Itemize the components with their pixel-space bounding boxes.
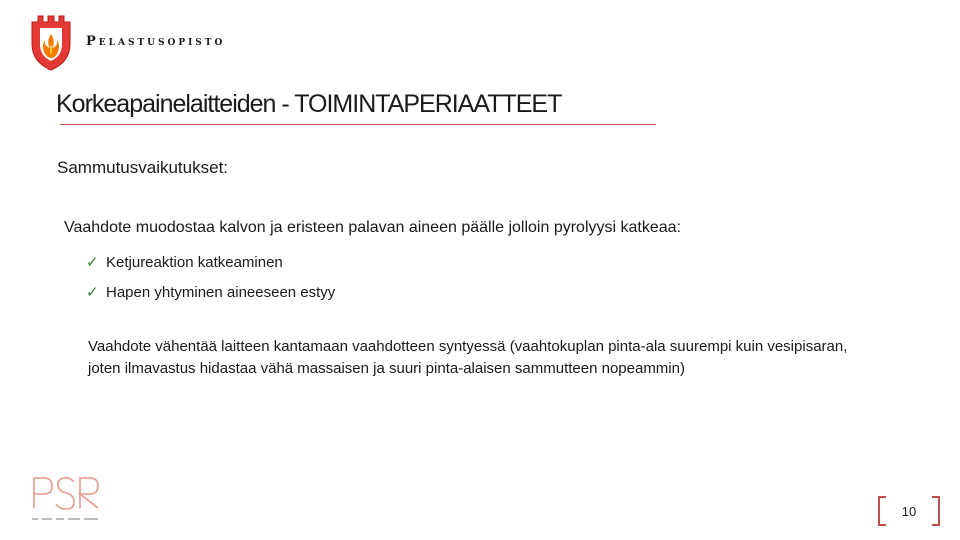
right-bracket: [932, 496, 940, 526]
title-divider: [60, 124, 656, 125]
lead-sentence: Vaahdote muodostaa kalvon ja eristeen palavan aineen päälle jolloin pyrolyysi katkeaa:: [64, 219, 681, 236]
shield-emblem-icon: [28, 14, 74, 72]
check-icon: ✓: [86, 284, 99, 301]
organization-logo: [28, 14, 268, 72]
section-heading: Sammutusvaikutukset:: [57, 158, 229, 177]
page-number-text: 10: [901, 503, 917, 519]
slide-title: Korkeapainelaitteiden - TOIMINTAPERIAATTEET: [56, 90, 562, 118]
body-paragraph: Vaahdote vähentää laitteen kantamaan vaahdotteen syntyessä (vaahtokuplan pinta-ala suurempi kuin vesipisaran, joten ilmavastus hidastaa vähä massaisen ja suuri pinta-alaisen sammutteen nopeammin): [88, 338, 848, 377]
bullet-list: [86, 248, 335, 308]
list-item: [86, 248, 335, 278]
list-item: [86, 278, 335, 308]
check-icon: ✓: [86, 254, 99, 271]
logo-wordmark: Pelastusopisto: [86, 34, 226, 49]
psr-logo: [30, 470, 102, 526]
bullet-text: Hapen yhtyminen aineeseen estyy: [106, 284, 336, 301]
left-bracket: [878, 496, 886, 526]
page-number: [878, 496, 940, 526]
bullet-text: Ketjureaktion katkeaminen: [106, 254, 283, 271]
